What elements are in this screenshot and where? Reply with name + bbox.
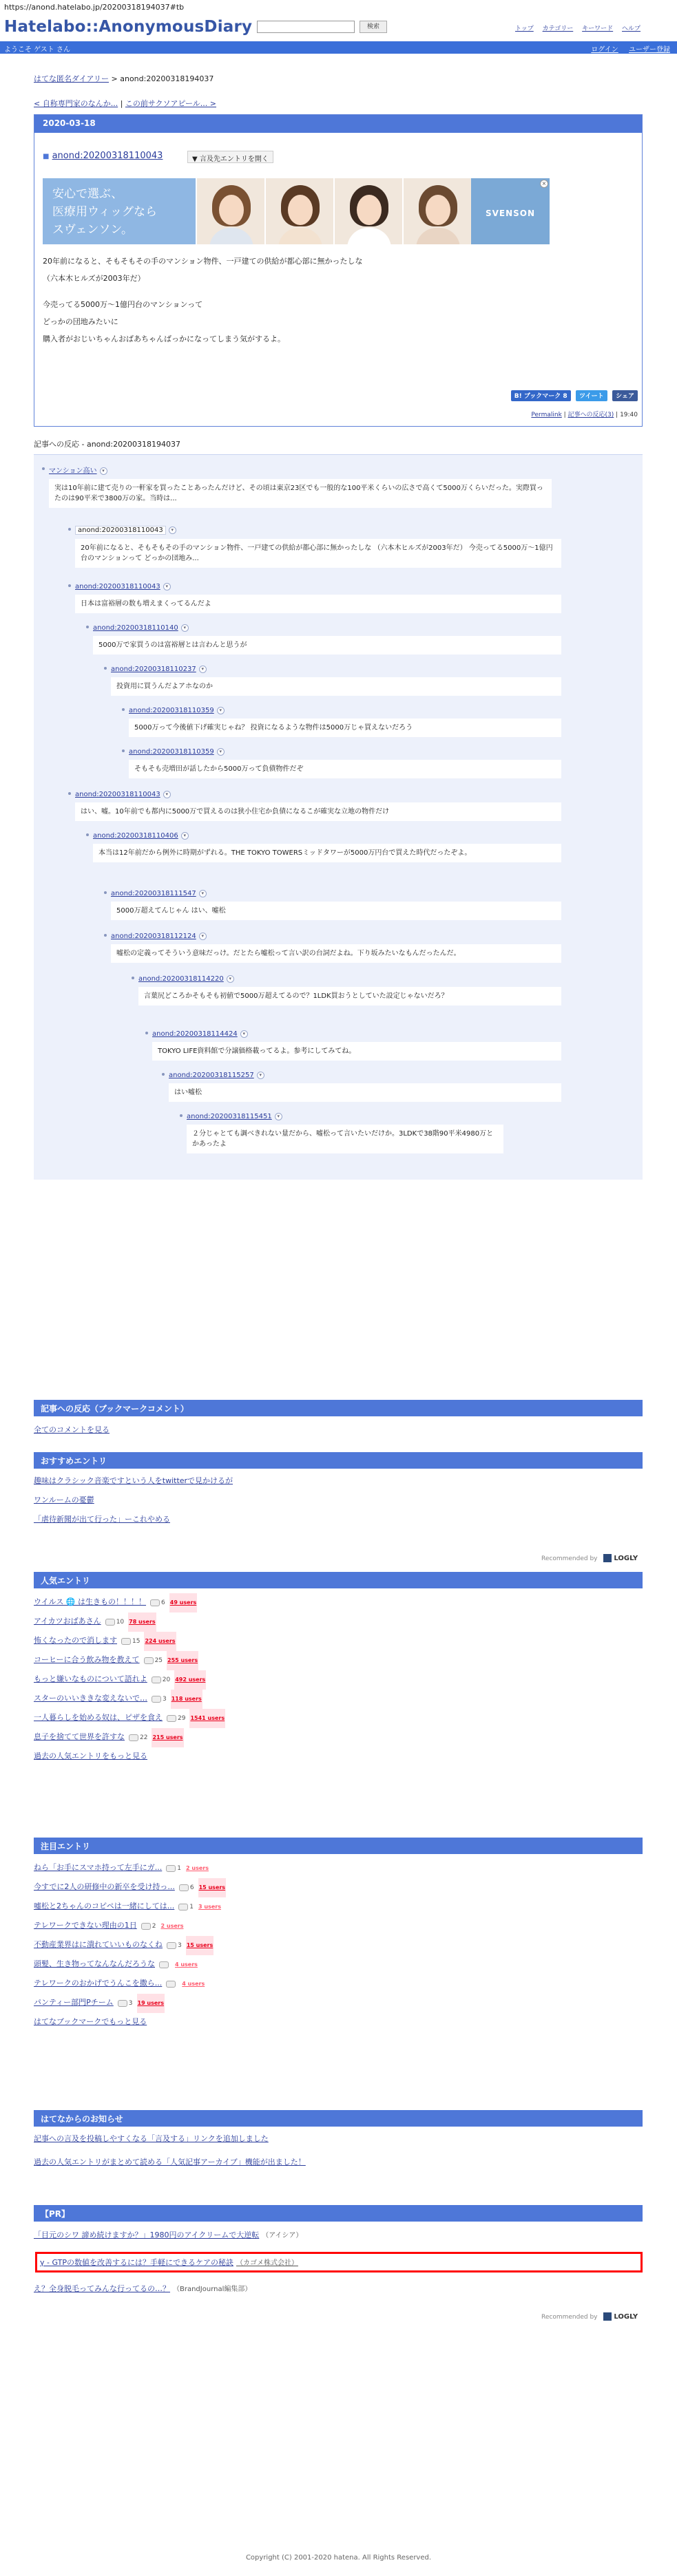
comment-count: 29 <box>167 1709 185 1728</box>
users-badge[interactable]: 492 users <box>174 1670 206 1690</box>
reveal-referenced-entry-button[interactable]: ▼ 言及先エントリを開く <box>187 151 273 163</box>
comment-bubble-icon <box>105 1619 115 1626</box>
reaction-author-link[interactable]: anond:20200318114424 <box>152 1030 238 1038</box>
popular-item <box>34 1727 643 1747</box>
comment-bubble-icon <box>159 1961 169 1968</box>
nav-top[interactable]: トップ <box>515 25 534 32</box>
pr-sponsor: （BrandJournal編集部） <box>173 2286 252 2293</box>
more-bookmark-link[interactable]: はてなブックマークでもっと見る <box>34 2017 147 2026</box>
entry-link[interactable]: コーヒーに合う飲み物を教えて <box>34 1655 140 1664</box>
comment-count: 6 <box>179 1878 194 1897</box>
entry-link[interactable]: テレワークできない理由の1日 <box>34 1921 137 1930</box>
chevron-down-icon[interactable]: ▾ <box>199 933 207 940</box>
notice-item <box>34 2153 643 2172</box>
comment-count: 20 <box>152 1670 170 1690</box>
reaction-text: はい嘘松 <box>169 1083 561 1102</box>
entry-paragraph: 今売ってる5000万～1億円台のマンションって <box>43 300 203 309</box>
pr-link[interactable]: え？全身脱毛ってみんな行ってるの…？ <box>34 2284 170 2293</box>
entry-paragraph: 20年前になると、そもそもその手のマンション物件、一戸建ての供給が都心部に無かったしな <box>43 257 363 266</box>
reaction-author-link[interactable]: anond:20200318110043 <box>75 583 160 590</box>
reaction-text: 20年前になると、そもそもその手のマンション物件、一戸建ての供給が都心部に無かったしな （六本木ヒルズが2003年だ） 今売ってる5000万～1億円台のマンションって どっかの団地み... <box>75 539 561 568</box>
reaction-node <box>75 525 561 568</box>
section-heading: はてなからのお知らせ <box>34 2110 643 2127</box>
entry-link[interactable]: 頭髪、生き物ってなんなんだろうな <box>34 1959 155 1968</box>
recommended-by <box>541 1554 638 1562</box>
comment-count <box>159 1955 170 1974</box>
entry-heading <box>43 151 163 161</box>
users-badge[interactable]: 3 users <box>198 1897 222 1917</box>
reaction-text: 言葉尻どころかそもそも初値で5000万超えてるので？1LDK買おうとしていた設定じゃないだろ？ <box>138 987 561 1005</box>
entry-link[interactable]: アイカツおばあさん <box>34 1617 101 1626</box>
prev-entry-link[interactable]: < 自称専門家のなんか... <box>34 99 118 108</box>
users-badge[interactable]: 15 users <box>186 1936 214 1955</box>
bookmark-comments-section <box>34 1400 643 1440</box>
entry-link[interactable]: スターのいいききな変えないで… <box>34 1694 147 1703</box>
comment-bubble-icon <box>152 1696 161 1703</box>
ad-model-photo <box>196 178 264 244</box>
entry-mark: ■ <box>43 153 50 160</box>
entry-date: 2020-03-18 <box>34 115 642 133</box>
comment-count: 3 <box>167 1936 182 1955</box>
reaction-node <box>75 789 561 821</box>
chevron-down-icon[interactable]: ▾ <box>257 1072 264 1079</box>
logly-icon <box>603 2312 612 2321</box>
chevron-down-icon[interactable]: ▾ <box>181 832 189 840</box>
prev-next-nav <box>34 98 216 109</box>
reaction-node <box>169 1070 561 1102</box>
comment-bubble-icon <box>179 1884 189 1891</box>
users-badge[interactable]: 15 users <box>198 1878 227 1897</box>
reaction-node <box>129 705 561 737</box>
nav-help[interactable]: ヘルプ <box>622 25 641 32</box>
reaction-node <box>152 1029 561 1061</box>
comment-count: 3 <box>118 1994 133 2013</box>
users-badge[interactable]: 215 users <box>152 1728 183 1747</box>
comment-count: 25 <box>144 1651 163 1670</box>
reaction-author-link[interactable]: anond:20200318110237 <box>111 666 196 673</box>
nav-keyword[interactable]: キーワード <box>582 25 614 32</box>
notable-item <box>34 1897 643 1916</box>
reaction-author-link[interactable]: anond:20200318111547 <box>111 890 196 897</box>
ad-model-photo <box>402 178 471 244</box>
facebook-share-button[interactable]: シェア <box>612 390 638 401</box>
reaction-text: 5000万超えてんじゃん はい、嘘松 <box>111 902 561 920</box>
reaction-node <box>75 582 561 613</box>
reaction-author-link[interactable]: anond:20200318110359 <box>129 707 214 714</box>
reaction-text: 嘘松の定義ってそういう意味だっけ。だとたら嘘松って言い訳の台詞だよね。下り坂みたいなもんだったんだ。 <box>111 944 561 963</box>
comment-count: 3 <box>152 1690 167 1709</box>
site-header <box>0 15 677 40</box>
users-badge[interactable]: 2 users <box>185 1859 209 1878</box>
comment-bubble-icon <box>141 1923 151 1930</box>
user-strip <box>0 41 677 54</box>
recommended-by-label: Recommended by <box>541 1555 598 1562</box>
comment-count: 15 <box>121 1632 140 1651</box>
hatena-bookmark-button[interactable]: B! ブックマーク 8 <box>511 390 571 401</box>
notice-section <box>34 2110 643 2172</box>
reaction-node <box>93 623 561 654</box>
breadcrumb <box>34 73 213 84</box>
list-item <box>34 1420 643 1440</box>
reaction-author-link[interactable]: anond:20200318110359 <box>129 748 214 756</box>
ad-line-3: スヴェンソン。 <box>52 223 133 237</box>
chevron-down-icon[interactable]: ▾ <box>100 467 107 475</box>
users-badge[interactable]: 19 users <box>137 1994 165 2013</box>
entry-link[interactable]: 一人暮らしを始める奴は、ピザを食え <box>34 1713 163 1722</box>
popular-item <box>34 1689 643 1708</box>
reaction-node <box>111 888 561 920</box>
ad-line-1: 安心で選ぶ、 <box>52 187 123 201</box>
share-buttons <box>508 390 638 401</box>
popular-item <box>34 1593 643 1612</box>
section-heading: 注目エントリ <box>34 1838 643 1854</box>
comment-count <box>166 1974 177 1994</box>
recommended-link[interactable]: 趣味はクラシック音楽ですという人をtwitterで見かけるが <box>34 1476 233 1485</box>
comment-bubble-icon <box>167 1715 176 1722</box>
reaction-author-link[interactable]: anond:20200318115257 <box>169 1072 254 1079</box>
entry-link[interactable]: 今すでに2人の研修中の新卒を受け持っ... <box>34 1882 175 1891</box>
entry-link[interactable]: テレワークのおかげでうんこを撒ら... <box>34 1979 163 1988</box>
notable-item <box>34 1935 643 1955</box>
entry-link[interactable]: パンティー部門Pチーム <box>34 1998 114 2007</box>
search-input[interactable] <box>257 21 355 33</box>
notable-item <box>34 1974 643 1993</box>
entry-link[interactable]: ウイルス 🌐 は生きもの！！！！ <box>34 1597 147 1606</box>
recommended-link[interactable]: ワンルームの憂鬱 <box>34 1495 94 1504</box>
ad-banner[interactable] <box>43 178 550 244</box>
top-nav <box>508 23 640 32</box>
reactions-link[interactable]: 記事への反応(3) <box>567 412 614 418</box>
entry-body <box>43 257 607 352</box>
chevron-down-icon[interactable]: ▾ <box>240 1030 248 1038</box>
notice-list <box>34 2129 643 2172</box>
reaction-text: そもそも売増田が話したから5000万って負債物件だぞ <box>129 760 561 778</box>
ad-line-2: 医療用ウィッグなら <box>52 205 157 219</box>
reaction-author-link[interactable]: anond:20200318110406 <box>93 832 178 840</box>
section-heading: 記事への反応（ブックマークコメント） <box>34 1400 643 1416</box>
reaction-text: 本当は12年前だから例外に時期がずれる。THE TOKYO TOWERSミッドタワーが5000万円台で買えた時代だったぞよ。 <box>93 844 561 862</box>
prev-next-separator: | <box>118 99 125 108</box>
nav-category[interactable]: カテゴリー <box>542 25 574 32</box>
comment-bubble-icon <box>121 1638 131 1645</box>
section-heading: おすすめエントリ <box>34 1452 643 1469</box>
pr-link[interactable]: γ - GTPの数値を改善するには？手軽にできるケアの秘訣 <box>40 2258 233 2267</box>
reaction-tree <box>34 454 643 1180</box>
reaction-text: 5000万で家買うのは富裕層とは言わんと思うが <box>93 636 561 654</box>
chevron-down-icon[interactable]: ▾ <box>163 583 171 590</box>
reaction-text: はい、嘘。10年前でも都内に5000万で買えるのは狭小住宅か負債になるこが確実な立地の物件だけ <box>75 802 561 821</box>
comment-count: 2 <box>141 1917 156 1936</box>
comment-bubble-icon <box>129 1734 138 1741</box>
notable-item <box>34 1955 643 1974</box>
entry-paragraph: どっかの団地みたいに <box>43 317 118 326</box>
breadcrumb-current: anond:20200318194037 <box>120 74 214 83</box>
entry-link[interactable]: もっと嫌いなものについて語れよ <box>34 1674 147 1683</box>
users-badge[interactable]: 49 users <box>169 1593 198 1612</box>
reaction-text: 実は10年前に建て売りの一軒家を買ったことあったんだけど、その頃は東京23区でも一般的な100平米くらいの広さで高くて5000万くらいだった。実際買ったのは90平米で3800万の家。当時は... <box>49 479 552 508</box>
permalink-link[interactable]: Permalink <box>531 412 562 418</box>
entry-footer: Permalink | 記事への反応(3) | 19:40 <box>531 412 638 418</box>
copyright-footer: Copyright (C) 2001-2020 hatena. All Rights Reserved. <box>245 2554 432 2562</box>
entry-time: 19:40 <box>620 412 638 418</box>
reactions-title: 記事への反応 - anond:20200318194037 <box>34 440 181 449</box>
next-entry-link[interactable]: この前サクソアピール... > <box>125 99 217 108</box>
address-bar[interactable]: https://anond.hatelabo.jp/20200318194037#tb <box>4 3 185 12</box>
chevron-down-icon[interactable]: ▾ <box>217 748 225 756</box>
users-badge[interactable]: 118 users <box>171 1690 202 1709</box>
section-heading: 【PR】 <box>34 2205 643 2222</box>
recommended-section <box>34 1452 643 1529</box>
comment-bubble-icon <box>152 1676 161 1683</box>
notable-item <box>34 1858 643 1877</box>
entry-link[interactable]: ねら「お手にスマホ持って左手にガ... <box>34 1863 163 1872</box>
popular-section <box>34 1572 643 1766</box>
entry-link[interactable]: 怖くなったので消します <box>34 1636 117 1645</box>
reaction-text: TOKYO LIFE資料館で分譲価格載ってるよ。参考にしてみてね。 <box>152 1042 561 1061</box>
logly-logo[interactable] <box>603 2312 638 2321</box>
logly-label: LOGLY <box>614 1555 638 1562</box>
notable-item <box>34 1877 643 1897</box>
comment-bubble-icon <box>150 1599 160 1606</box>
pr-item <box>34 2226 643 2245</box>
reaction-author-current: anond:20200318110043 <box>75 526 166 535</box>
chevron-down-icon[interactable]: ▾ <box>181 624 189 632</box>
chevron-down-icon[interactable]: ▾ <box>163 791 171 798</box>
popular-item <box>34 1631 643 1650</box>
comment-count: 6 <box>150 1593 165 1612</box>
comment-bubble-icon <box>144 1657 154 1664</box>
entry-link[interactable]: 不動産業界はに潰れていいものなくね <box>34 1940 163 1949</box>
reaction-author-link[interactable]: マンション高い <box>49 467 97 475</box>
ad-copy <box>52 185 157 239</box>
comment-bubble-icon <box>118 2000 127 2007</box>
entry-link[interactable]: 嘘松と2ちゃんのコピペは一緒にしては... <box>34 1902 175 1910</box>
logly-logo[interactable] <box>603 1554 638 1562</box>
notice-link[interactable]: 過去の人気エントリがまとめて読める「人気記事アーカイブ」機能が出ました！ <box>34 2158 306 2167</box>
breadcrumb-home[interactable]: はてな匿名ダイアリー <box>34 74 110 83</box>
chevron-down-icon[interactable]: ▾ <box>217 707 225 714</box>
search-button[interactable]: 検索 <box>360 21 387 33</box>
popular-item <box>34 1650 643 1670</box>
tweet-button[interactable]: ツイート <box>576 390 607 401</box>
pr-sponsor: （アイシア） <box>262 2232 303 2239</box>
comment-bubble-icon <box>166 1981 176 1988</box>
reaction-author-link[interactable]: anond:20200318114220 <box>138 975 224 983</box>
comment-bubble-icon <box>166 1865 176 1872</box>
list-item <box>34 2012 643 2032</box>
logly-icon <box>603 1554 612 1562</box>
entry-paragraph: （六本木ヒルズが2003年だ） <box>43 274 145 283</box>
welcome-text: ようこそ ゲスト さん <box>4 46 70 54</box>
pr-item <box>40 2257 298 2268</box>
pr-section-tail <box>34 2279 643 2299</box>
users-badge[interactable]: 255 users <box>167 1651 198 1670</box>
pr-section <box>34 2205 643 2245</box>
chevron-down-icon[interactable]: ▾ <box>227 975 234 983</box>
comment-bubble-icon <box>178 1904 188 1910</box>
reaction-text: 投資用に買うんだよアホなのか <box>111 677 561 696</box>
site-logo[interactable]: Hatelabo::AnonymousDiary <box>4 18 253 36</box>
highlighted-pr-item <box>35 2252 643 2272</box>
register-link[interactable]: ユーザー登録 <box>629 46 670 54</box>
comment-count: 10 <box>105 1612 124 1632</box>
entry-box <box>34 114 643 427</box>
comment-bubble-icon <box>167 1942 176 1949</box>
chevron-down-icon[interactable]: ▾ <box>199 666 207 673</box>
entry-link[interactable]: 息子を捨てて世界を許すな <box>34 1732 125 1741</box>
notable-item <box>34 1916 643 1935</box>
reaction-text: 5000万って今後値下げ確実じゃね？ 投資になるような物件は5000万じゃ買えないだろう <box>129 718 561 737</box>
reaction-author-link[interactable]: anond:20200318110043 <box>75 791 160 798</box>
comment-count: 1 <box>178 1897 194 1917</box>
chevron-down-icon[interactable]: ▾ <box>169 526 176 534</box>
reaction-node <box>111 664 561 696</box>
users-badge[interactable]: 2 users <box>160 1917 185 1936</box>
reaction-author-link[interactable]: anond:20200318115451 <box>187 1113 272 1120</box>
more-popular-link[interactable]: 過去の人気エントリをもっと見る <box>34 1752 147 1760</box>
chevron-down-icon[interactable]: ▾ <box>275 1113 282 1120</box>
users-badge[interactable]: 1541 users <box>189 1709 225 1728</box>
entry-title-link[interactable]: anond:20200318110043 <box>52 151 163 161</box>
list-item <box>34 1491 643 1510</box>
reaction-text: 日本は富裕層の数も増えまくってるんだよ <box>75 595 561 613</box>
notice-link[interactable]: 記事への言及を投稿しやすくなる「言及する」リンクを追加しました <box>34 2134 269 2143</box>
notable-list <box>34 1858 643 2032</box>
pr-link[interactable]: 「目元のシワ 諦め続けますか？」1980円のアイクリームで大逆転 <box>34 2231 260 2239</box>
recommended-link[interactable]: 「虐待新聞が出て行った」ーこれやめる <box>34 1515 170 1524</box>
reaction-author-link[interactable]: anond:20200318112124 <box>111 933 196 940</box>
list-item <box>34 1510 643 1529</box>
entry-paragraph: 購入者がおじいちゃんおばあちゃんばっかになってしまう気がするよ。 <box>43 334 285 343</box>
pr-item <box>34 2279 643 2299</box>
comment-count: 22 <box>129 1728 147 1747</box>
users-badge[interactable]: 4 users <box>181 1974 205 1994</box>
breadcrumb-separator: > <box>109 74 121 83</box>
chevron-down-icon[interactable]: ▾ <box>199 890 207 897</box>
recommended-by <box>541 2312 638 2321</box>
users-badge[interactable]: 78 users <box>128 1612 156 1632</box>
reaction-node <box>93 831 561 862</box>
comment-count: 1 <box>166 1859 181 1878</box>
notice-item <box>34 2129 643 2149</box>
ad-brand: SVENSON <box>471 178 550 244</box>
recommended-by-label: Recommended by <box>541 2314 598 2321</box>
reaction-text: ２分じゃとても調べきれない量だから、嘘松って言いたいだけか。3LDKで38階90平米4980万とかあったよ <box>187 1125 503 1153</box>
reaction-node <box>187 1111 503 1153</box>
notable-section <box>34 1838 643 2032</box>
ad-model-photo <box>333 178 402 244</box>
ad-model-photo <box>264 178 333 244</box>
popular-list <box>34 1593 643 1766</box>
popular-item <box>34 1708 643 1727</box>
users-badge[interactable]: 4 users <box>174 1955 198 1974</box>
ad-close-icon[interactable]: × <box>540 180 548 188</box>
section-heading: 人気エントリ <box>34 1572 643 1588</box>
reaction-node <box>111 931 561 963</box>
reaction-node <box>129 747 561 778</box>
reaction-node <box>49 465 552 508</box>
list-item <box>34 1471 643 1491</box>
notable-item <box>34 1993 643 2012</box>
popular-item <box>34 1612 643 1631</box>
users-badge[interactable]: 224 users <box>144 1632 176 1651</box>
reaction-node <box>138 974 561 1005</box>
reaction-author-link[interactable]: anond:20200318110140 <box>93 624 178 632</box>
list-item <box>34 1747 643 1766</box>
pr-sponsor: （カゴメ株式会社） <box>236 2259 298 2267</box>
all-comments-link[interactable]: 全てのコメントを見る <box>34 1425 110 1434</box>
logly-label: LOGLY <box>614 2313 638 2321</box>
login-link[interactable]: ログイン <box>591 46 618 54</box>
popular-item <box>34 1670 643 1689</box>
